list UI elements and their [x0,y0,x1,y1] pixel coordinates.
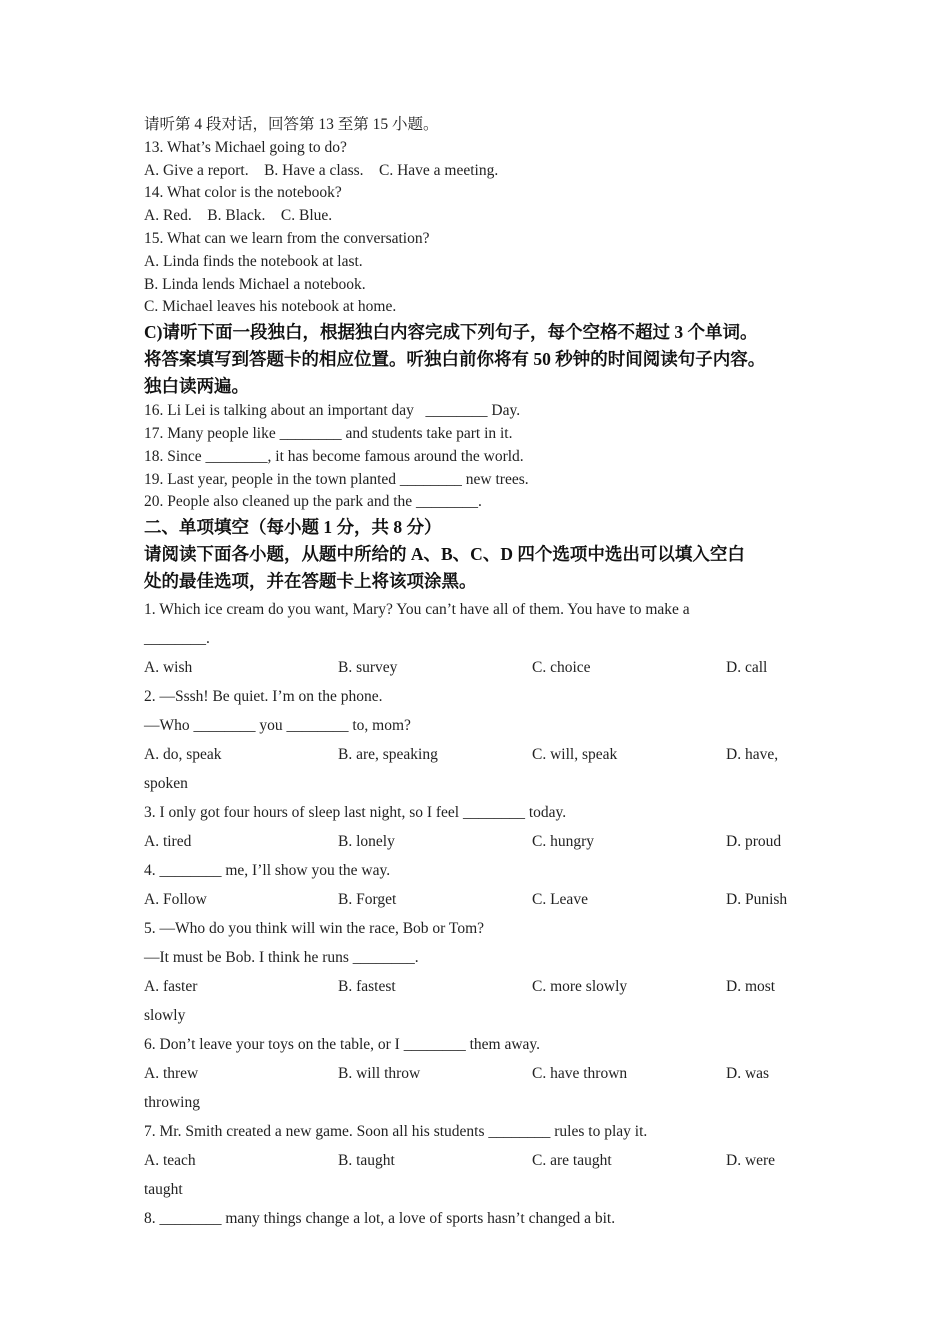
mc-option-d: D. most [726,978,776,996]
question-18: 18. Since ________, it has become famous around the world. [144,447,524,465]
mc-question-3-stem-1: 3. I only got four hours of sleep last night, so I feel ________ today. [144,804,567,822]
mc-option-b: B. taught [338,1152,395,1170]
mc-question-5-stem-2: —It must be Bob. I think he runs ________. [144,949,419,967]
question-14: 14. What color is the notebook? [144,184,342,202]
section-c-heading-2: 将答案填写到答题卡的相应位置。听独白前你将有 50 秒钟的时间阅读句子内容。 [144,349,766,370]
mc-option-c: C. will, speak [532,746,618,764]
mc-option-c: C. hungry [532,833,594,851]
question-15-option-c: C. Michael leaves his notebook at home. [144,298,397,316]
mc-option-b: B. will throw [338,1065,421,1083]
mc-option-b: B. are, speaking [338,746,438,764]
mc-question-4-options [144,885,824,914]
mc-option-a: A. Follow [144,891,207,909]
section-2-instruction-2: 处的最佳选项，并在答题卡上将该项涂黑。 [144,571,477,592]
mc-option-c: C. are taught [532,1152,612,1170]
mc-question-7-stem-1: 7. Mr. Smith created a new game. Soon all his students ________ rules to play it. [144,1123,648,1141]
question-16: 16. Li Lei is talking about an important day ________ Day. [144,402,521,420]
mc-question-5-options [144,972,824,1001]
mc-question-2-options [144,740,824,769]
mc-option-c: C. Leave [532,891,588,909]
mc-option-b: B. fastest [338,978,396,996]
mc-option-a: A. teach [144,1152,196,1170]
mc-question-6-option-wrap: throwing [144,1094,200,1112]
mc-question-2-stem-1: 2. —Sssh! Be quiet. I’m on the phone. [144,688,383,706]
mc-option-c: C. have thrown [532,1065,628,1083]
question-13-options: A. Give a report. B. Have a class. C. Have a meeting. [144,161,499,179]
mc-option-a: A. wish [144,659,193,677]
multiple-choice-list [144,595,824,1233]
mc-option-a: A. threw [144,1065,199,1083]
mc-option-c: C. more slowly [532,978,628,996]
mc-option-d: D. have, [726,746,779,764]
mc-question-7-option-wrap: taught [144,1181,183,1199]
mc-option-a: A. faster [144,978,198,996]
mc-question-1-stem-2: ________. [144,630,210,648]
question-19: 19. Last year, people in the town planted ________ new trees. [144,470,529,488]
mc-question-8-stem-1: 8. ________ many things change a lot, a love of sports hasn’t changed a bit. [144,1210,616,1228]
mc-question-2-stem-2: —Who ________ you ________ to, mom? [144,717,411,735]
question-15: 15. What can we learn from the conversation? [144,229,430,247]
mc-option-b: B. Forget [338,891,397,909]
question-14-options: A. Red. B. Black. C. Blue. [144,207,333,225]
mc-option-a: A. tired [144,833,192,851]
mc-question-6-options [144,1059,824,1088]
mc-question-7-options [144,1146,824,1175]
question-13: 13. What’s Michael going to do? [144,138,347,156]
mc-question-2-option-wrap: spoken [144,775,188,793]
question-15-option-b: B. Linda lends Michael a notebook. [144,275,366,293]
mc-option-d: D. was [726,1065,770,1083]
mc-option-b: B. lonely [338,833,395,851]
mc-option-c: C. choice [532,659,591,677]
mc-option-b: B. survey [338,659,398,677]
listening-instruction: 请听第 4 段对话，回答第 13 至第 15 小题。 [144,116,439,133]
mc-option-d: D. Punish [726,891,788,909]
mc-option-d: D. call [726,659,768,677]
section-c-heading-1: C)请听下面一段独白，根据独白内容完成下列句子，每个空格不超过 3 个单词。 [144,322,758,343]
mc-question-4-stem-1: 4. ________ me, I’ll show you the way. [144,862,391,880]
question-17: 17. Many people like ________ and students take part in it. [144,424,513,442]
question-20: 20. People also cleaned up the park and the ________. [144,493,482,511]
mc-option-d: D. were [726,1152,776,1170]
exam-page [144,114,824,1233]
section-2-title: 二、单项填空（每小题 1 分，共 8 分） [144,517,442,538]
mc-option-a: A. do, speak [144,746,222,764]
mc-question-3-options [144,827,824,856]
question-15-option-a: A. Linda finds the notebook at last. [144,252,363,270]
mc-question-6-stem-1: 6. Don’t leave your toys on the table, or I ________ them away. [144,1036,541,1054]
section-c-heading-3: 独白读两遍。 [144,376,249,397]
mc-question-1-options [144,653,824,682]
mc-option-d: D. proud [726,833,782,851]
mc-question-5-stem-1: 5. —Who do you think will win the race, Bob or Tom? [144,920,485,938]
mc-question-5-option-wrap: slowly [144,1007,186,1025]
mc-question-1-stem-1: 1. Which ice cream do you want, Mary? You can’t have all of them. You have to make a [144,601,690,619]
section-2-instruction-1: 请阅读下面各小题，从题中所给的 A、B、C、D 四个选项中选出可以填入空白 [144,544,745,565]
